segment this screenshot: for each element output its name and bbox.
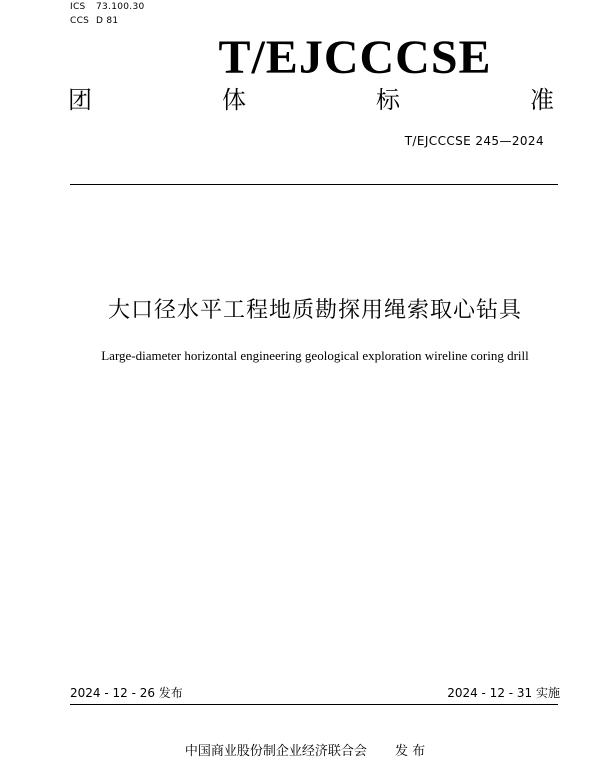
standard-number: T/EJCCCSE 245—2024	[404, 134, 544, 148]
ics-line	[70, 0, 145, 14]
publish-label: 发 布	[394, 744, 426, 759]
publisher-line	[0, 742, 600, 762]
implementation-date: 2024 - 12 - 31 实施	[447, 686, 560, 700]
document-title-chinese: 大口径水平工程地质勘探用绳索取心钻具	[107, 298, 522, 323]
date-row	[70, 684, 560, 702]
release-date: 2024 - 12 - 26 发布	[70, 686, 183, 700]
classification-codes	[70, 0, 145, 28]
standard-type-char: 团	[68, 86, 92, 114]
ccs-label: CCS	[70, 16, 90, 26]
ccs-line	[70, 14, 145, 28]
header-divider	[70, 184, 558, 185]
standard-type-char: 标	[376, 86, 400, 114]
standard-type-char: 准	[530, 86, 554, 114]
ics-label: ICS	[70, 2, 86, 12]
standard-type	[68, 84, 554, 116]
document-title-english: Large-diameter horizontal engineering geological exploration wireline coring drill	[101, 348, 529, 363]
standard-type-char: 体	[222, 86, 246, 114]
publisher-name: 中国商业股份制企业经济联合会	[184, 744, 367, 759]
ccs-code: D 81	[96, 16, 119, 26]
footer-divider	[70, 704, 558, 705]
ics-code: 73.100.30	[96, 2, 145, 12]
standard-brand-code: T/EJCCCSE	[218, 31, 492, 84]
